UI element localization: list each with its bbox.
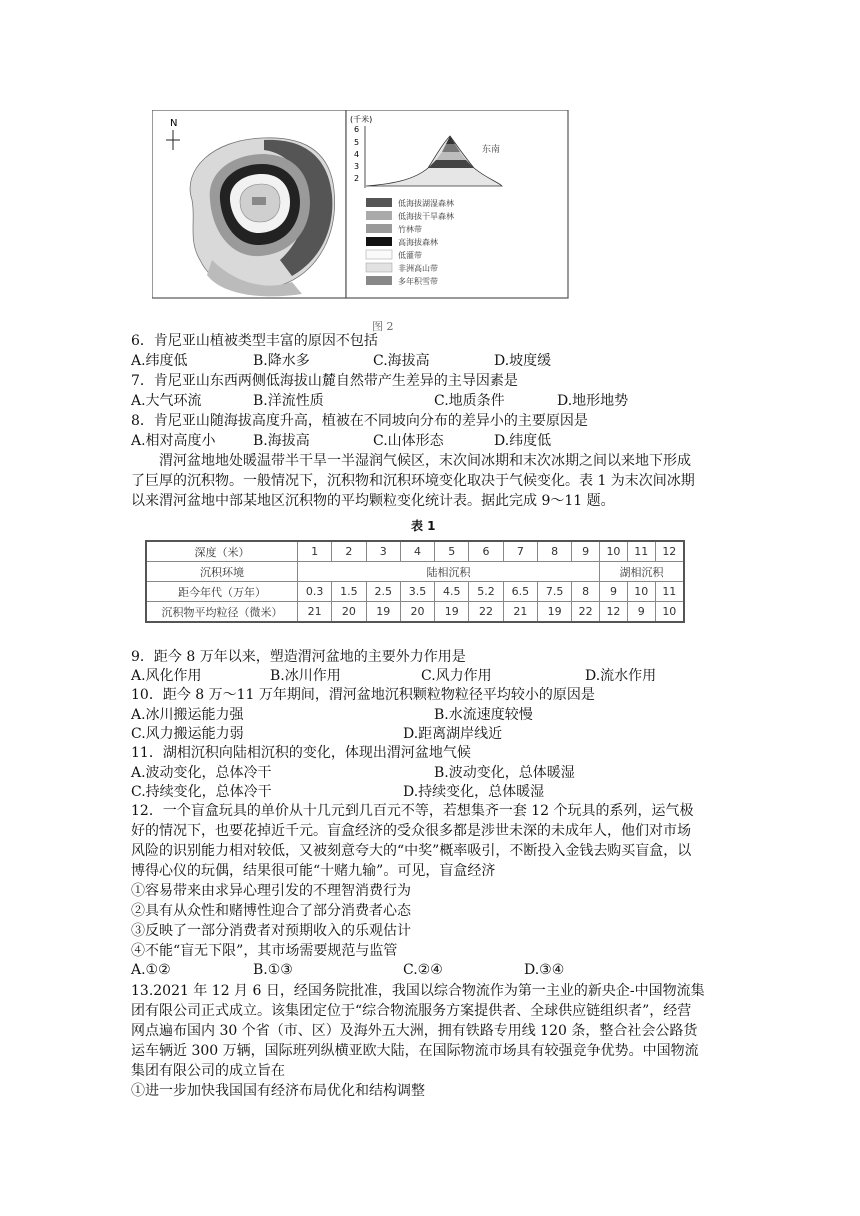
q8-stem: 8．肯尼亚山随海拔高度升高，植被在不同坡向分布的差异小的主要原因是 [131, 413, 588, 429]
q8-option-c: C.山体形态 [373, 433, 444, 449]
table-cell: 20 [332, 602, 366, 623]
q12-option-d: D.③④ [524, 962, 565, 978]
table-cell: 3.5 [400, 582, 434, 602]
legend-label-7: 多年积雪带 [398, 277, 438, 286]
table-cell: 10 [655, 602, 684, 623]
q11-option-a: A.波动变化，总体冷干 [131, 765, 272, 781]
sediment-table [145, 540, 685, 623]
table-cell: 5.2 [469, 582, 503, 602]
q13-line-4: 运车辆近 300 万辆，国际班列纵横亚欧大陆，在国际物流市场具有较强竞争优势。中国物流 [131, 1043, 699, 1059]
q13-line-2: 团有限公司正式成立。该集团定位于“综合物流服务方案提供者、全球供应链组织者”，经营 [131, 1003, 692, 1019]
profile-high-forest [428, 160, 474, 168]
tick-2: 2 [354, 174, 360, 183]
q6-option-d: D.坡度缓 [494, 353, 552, 369]
legend-label-1: 低海拔湖湿森林 [398, 199, 454, 208]
side-label: 东南 [482, 145, 501, 155]
table-cell: 19 [366, 602, 400, 623]
tick-5: 5 [354, 138, 360, 147]
q6-option-c: C.海拔高 [373, 353, 430, 369]
table-cell: 3 [366, 541, 400, 562]
table-cell: 1.5 [332, 582, 366, 602]
map-snow-peak [252, 197, 266, 205]
legend-swatch-7 [366, 276, 392, 285]
q10-option-d: D.距离湖岸线近 [403, 726, 503, 742]
table-cell: 5 [435, 541, 469, 562]
q12-line-3: 风险的识别能力相对较低，又被刻意夸大的“中奖”概率吸引，不断投入金钱去购买盲盒，以 [131, 843, 692, 859]
legend-swatch-5 [366, 250, 392, 259]
table-cell: 11 [655, 582, 684, 602]
table-cell: 6.5 [503, 582, 537, 602]
q9-stem: 9．距今 8 万年以来，塑造渭河盆地的主要外力作用是 [131, 649, 466, 665]
table-cell: 7.5 [537, 582, 571, 602]
q9-option-a: A.风化作用 [131, 668, 202, 684]
q6-option-b: B.降水多 [253, 353, 310, 369]
size-label: 沉积物平均粒径（微米） [146, 602, 298, 623]
table-cell: 8 [537, 541, 571, 562]
table-cell: 10 [627, 582, 655, 602]
q11-stem: 11．湖相沉积向陆相沉积的变化，体现出渭河盆地气候 [131, 745, 471, 761]
table-cell: 4 [400, 541, 434, 562]
tick-6: 6 [354, 125, 360, 134]
q8-option-b: B.海拔高 [253, 433, 310, 449]
table-cell: 9 [627, 602, 655, 623]
q10-stem: 10．距今 8 万～11 万年期间，渭河盆地沉积颗粒物粒径平均较小的原因是 [131, 687, 595, 703]
table-cell: 10 [600, 541, 628, 562]
table-row [146, 541, 684, 562]
table-cell: 21 [298, 602, 332, 623]
kenya-mountain-figure [152, 110, 570, 300]
table-row [146, 602, 684, 623]
q12-statement-2: ②具有从众性和赌博性迎合了部分消费者心态 [131, 903, 411, 919]
passage-line-1: 渭河盆地地处暖温带半干旱一半湿润气候区，末次间冰期和末次冰期之间以来地下形成 [159, 453, 691, 469]
env-lake: 湖相沉积 [600, 562, 684, 582]
env-label: 沉积环境 [146, 562, 298, 582]
q7-option-d: D.地形地势 [557, 393, 629, 409]
figure-caption: 图 2 [372, 320, 394, 333]
table-row [146, 582, 684, 602]
q12-statement-1: ①容易带来由求异心理引发的不理智消费行为 [131, 883, 411, 899]
q11-option-d: D.持续变化，总体暖湿 [403, 784, 545, 800]
table-cell: 19 [435, 602, 469, 623]
q11-option-b: B.波动变化，总体暖湿 [434, 765, 575, 781]
table-cell: 1 [298, 541, 332, 562]
q10-option-c: C.风力搬运能力弱 [131, 726, 244, 742]
passage-line-2: 了巨厚的沉积物。一般情况下，沉积物和沉积环境变化取决于气候变化。表 1 为末次间冰期 [131, 473, 695, 489]
table-cell: 4.5 [435, 582, 469, 602]
q10-option-a: A.冰川搬运能力强 [131, 707, 244, 723]
q13-statement-1: ①进一步加快我国国有经济布局优化和结构调整 [131, 1083, 425, 1099]
q13-line-1: 13.2021 年 12 月 6 日，经国务院批准，我国以综合物流作为第一主业的新央企-中国物流集 [131, 983, 705, 999]
table-cell: 19 [537, 602, 571, 623]
table-cell: 8 [572, 582, 600, 602]
q13-line-5: 集团有限公司的成立旨在 [131, 1063, 285, 1079]
legend-label-2: 低海拔干旱森林 [398, 212, 454, 221]
legend-swatch-1 [366, 198, 392, 207]
table-title: 表 1 [411, 519, 436, 533]
table-cell: 11 [627, 541, 655, 562]
table-cell: 20 [400, 602, 434, 623]
q8-option-d: D.纬度低 [494, 433, 552, 449]
q6-stem: 6．肯尼亚山植被类型丰富的原因不包括 [131, 333, 378, 349]
table-cell: 0.3 [298, 582, 332, 602]
legend-swatch-2 [366, 211, 392, 220]
legend-label-4: 高海拔森林 [398, 238, 438, 247]
q7-stem: 7．肯尼亚山东西两侧低海拔山麓自然带产生差异的主导因素是 [131, 373, 518, 389]
q13-line-3: 网点遍布国内 30 个省（市、区）及海外五大洲，拥有铁路专用线 120 条，整合社会公路货 [131, 1023, 698, 1039]
table-cell: 22 [469, 602, 503, 623]
q11-option-c: C.持续变化，总体冷干 [131, 784, 272, 800]
north-label: N [170, 118, 178, 129]
q9-option-b: B.冰川作用 [270, 668, 341, 684]
depth-label: 深度（米） [146, 541, 298, 562]
table-cell: 21 [503, 602, 537, 623]
tick-4: 4 [354, 150, 360, 159]
table-cell: 12 [655, 541, 684, 562]
q9-option-d: D.流水作用 [585, 668, 657, 684]
q7-option-b: B.洋流性质 [253, 393, 324, 409]
q12-line-4: 博得心仪的玩偶，结果很可能“十赌九输”。可见，盲盒经济 [131, 863, 496, 879]
table-cell: 7 [503, 541, 537, 562]
legend-swatch-4 [366, 237, 392, 246]
legend-label-5: 低灌带 [398, 251, 422, 260]
table-cell: 9 [600, 582, 628, 602]
axis-unit: (千米) [350, 115, 373, 124]
legend-swatch-3 [366, 224, 392, 233]
table-cell: 2 [332, 541, 366, 562]
q7-option-a: A.大气环流 [131, 393, 202, 409]
q12-statement-4: ④不能“盲无下限”，其市场需要规范与监管 [131, 943, 398, 959]
q8-option-a: A.相对高度小 [131, 433, 216, 449]
legend-swatch-6 [366, 263, 392, 272]
table-row [146, 562, 684, 582]
q12-option-b: B.①③ [253, 962, 293, 978]
env-land: 陆相沉积 [298, 562, 600, 582]
q12-option-a: A.①② [131, 962, 171, 978]
legend-label-6: 非洲高山带 [398, 264, 438, 273]
q12-line-1: 12．一个盲盒玩具的单价从十几元到几百元不等，若想集齐一套 12 个玩具的系列，运气极 [131, 803, 694, 819]
legend-label-3: 竹林带 [398, 225, 422, 234]
q10-option-b: B.水流速度较慢 [434, 707, 533, 723]
q9-option-c: C.风力作用 [421, 668, 492, 684]
tick-3: 3 [354, 162, 360, 171]
q12-line-2: 好的情况下，也要花掉近千元。盲盒经济的受众很多都是涉世未深的未成年人，他们对市场 [131, 823, 691, 839]
q6-option-a: A.纬度低 [131, 353, 188, 369]
q7-option-c: C.地质条件 [434, 393, 505, 409]
passage-line-3: 以来渭河盆地中部某地区沉积物的平均颗粒变化统计表。据此完成 9～11 题。 [131, 493, 615, 509]
table-cell: 9 [572, 541, 600, 562]
table-cell: 22 [572, 602, 600, 623]
table-cell: 12 [600, 602, 628, 623]
q12-option-c: C.②④ [403, 962, 443, 978]
table-cell: 6 [469, 541, 503, 562]
table-cell: 2.5 [366, 582, 400, 602]
q12-statement-3: ③反映了一部分消费者对预期收入的乐观估计 [131, 923, 411, 939]
age-label: 距今年代（万年） [146, 582, 298, 602]
